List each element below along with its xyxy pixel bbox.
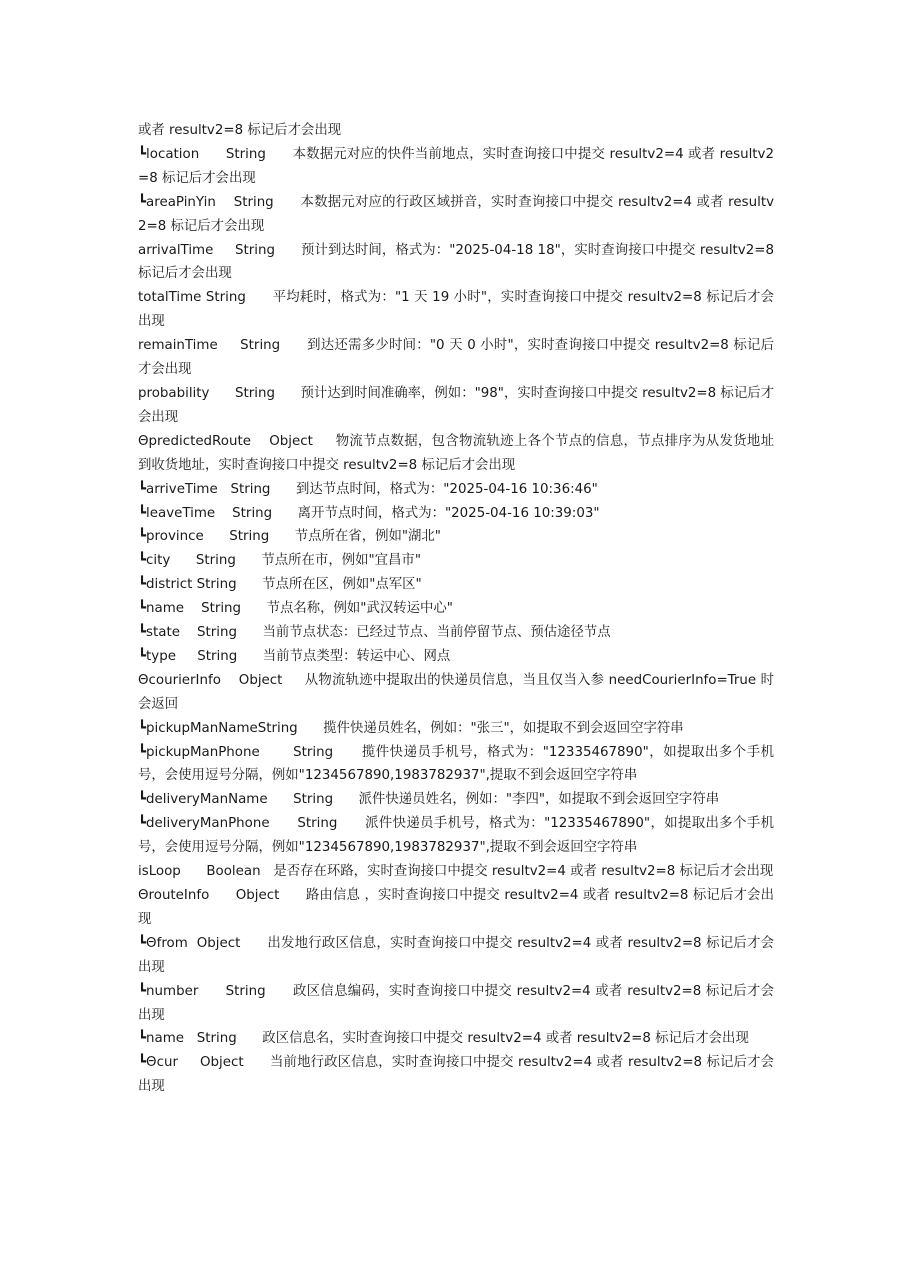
field-arrive-time: ┗arriveTime String 到达节点时间，格式为："2025-04-16 10:36:46" xyxy=(138,481,598,497)
field-type: ┗type String 当前节点类型：转运中心、网点 xyxy=(138,648,451,664)
field-from: ┗Θfrom Object 出发地行政区信息，实时查询接口中提交 resultv2=4 或者 resultv2=8 标记后才会出现 xyxy=(138,935,774,975)
field-number: ┗number String 政区信息编码，实时查询接口中提交 resultv2=4 或者 resultv2=8 标记后才会出现 xyxy=(138,983,774,1023)
field-province: ┗province String 节点所在省，例如"湖北" xyxy=(138,529,441,545)
field-district: ┗district String 节点所在区，例如"点军区" xyxy=(138,577,422,593)
field-remain-time: remainTime String 到达还需多少时间："0 天 0 小时"，实时查询接口中提交 resultv2=8 标记后才会出现 xyxy=(138,338,774,378)
field-courier-info: ΘcourierInfo Object 从物流轨迹中提取出的快递员信息，当且仅当入参 needCourierInfo=True 时会返回 xyxy=(138,672,774,712)
document-body xyxy=(138,119,779,1099)
field-node-name: ┗name String 节点名称，例如"武汉转运中心" xyxy=(138,601,453,617)
field-probability: probability String 预计达到时间准确率，例如："98"，实时查询接口中提交 resultv2=8 标记后才会出现 xyxy=(138,385,774,425)
field-location: ┗location String 本数据元对应的快件当前地点，实时查询接口中提交 resultv2=4 或者 resultv2=8 标记后才会出现 xyxy=(138,146,774,186)
field-delivery-man-phone: ┗deliveryManPhone String 派件快递员手机号，格式为："12335467890"，如提取出多个手机号，会使用逗号分隔，例如"1234567890,1983782937",提取不到会返回空字符串 xyxy=(138,816,774,856)
field-total-time: totalTime String 平均耗时，格式为："1 天 19 小时"，实时查询接口中提交 resultv2=8 标记后才会出现 xyxy=(138,290,774,330)
field-route-info: ΘrouteInfo Object 路由信息 ，实时查询接口中提交 resultv2=4 或者 resultv2=8 标记后才会出现 xyxy=(138,888,774,927)
field-predicted-route: ΘpredictedRoute Object 物流节点数据，包含物流轨迹上各个节点的信息，节点排序为从发货地址到收货地址，实时查询接口中提交 resultv2=8 标记后才会出现 xyxy=(138,433,774,473)
field-pickup-man-phone: ┗pickupManPhone String 揽件快递员手机号，格式为："12335467890"，如提取出多个手机号，会使用逗号分隔，例如"1234567890,1983782937",提取不到会返回空字符串 xyxy=(138,744,774,784)
text-line-continuation: 或者 resultv2=8 标记后才会出现 xyxy=(138,123,342,138)
field-area-pinyin: ┗areaPinYin String 本数据元对应的行政区域拼音，实时查询接口中提交 resultv2=4 或者 resultv2=8 标记后才会出现 xyxy=(138,194,774,234)
field-cur: ┗Θcur Object 当前地行政区信息，实时查询接口中提交 resultv2=4 或者 resultv2=8 标记后才会出现 xyxy=(138,1055,774,1095)
field-leave-time: ┗leaveTime String 离开节点时间，格式为："2025-04-16 10:39:03" xyxy=(138,505,600,521)
field-delivery-man-name: ┗deliveryManName String 派件快递员姓名，例如："李四"，如提取不到会返回空字符串 xyxy=(138,792,720,808)
field-city: ┗city String 节点所在市，例如"宜昌市" xyxy=(138,553,421,569)
field-state: ┗state String 当前节点状态：已经过节点、当前停留节点、预估途径节点 xyxy=(138,625,611,641)
field-arrival-time: arrivalTime String 预计到达时间，格式为："2025-04-18 18"，实时查询接口中提交 resultv2=8 标记后才会出现 xyxy=(138,242,779,282)
field-region-name: ┗name String 政区信息名，实时查询接口中提交 resultv2=4 或者 resultv2=8 标记后才会出现 xyxy=(138,1031,749,1047)
field-pickup-man-name: ┗pickupManNameString 揽件快递员姓名，例如："张三"，如提取不到会返回空字符串 xyxy=(138,720,684,736)
field-is-loop: isLoop Boolean 是否存在环路，实时查询接口中提交 resultv2=4 或者 resultv2=8 标记后才会出现 xyxy=(138,864,774,880)
